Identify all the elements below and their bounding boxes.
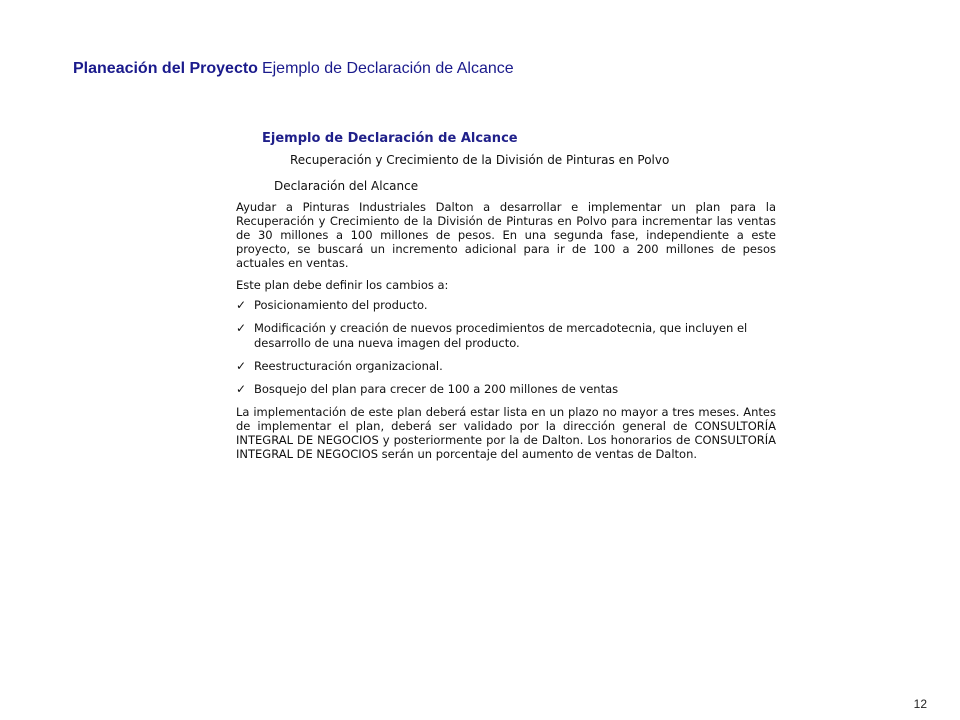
header-bold-title: Planeación del Proyecto: [73, 60, 258, 77]
section-heading: Declaración del Alcance: [274, 179, 419, 193]
checkmark-icon: ✓: [236, 298, 247, 312]
header-subtitle: Ejemplo de Declaración de Alcance: [261, 60, 514, 77]
checklist-item-text: Reestructuración organizacional.: [254, 359, 443, 373]
scope-paragraph: Ayudar a Pinturas Industriales Dalton a desarrollar e implementar un plan para la Recuperación y Crecimiento de la División de Pinturas en Polvo para incrementar las ventas de 30 millones a 100 millones de pesos. En una segunda fase, independiente a este proyecto, se buscará un incremento adicional para ir de 100 a 200 millones de pesos actuales en ventas.: [236, 200, 776, 270]
document-title: Ejemplo de Declaración de Alcance: [262, 131, 518, 146]
checkmark-icon: ✓: [236, 359, 247, 373]
slide-header: [73, 60, 514, 78]
checklist-item: [236, 321, 776, 351]
changes-checklist: [236, 298, 776, 397]
changes-intro: Este plan debe definir los cambios a:: [236, 278, 449, 292]
checklist-item-text: Bosquejo del plan para crecer de 100 a 200 millones de ventas: [254, 382, 619, 396]
document-subtitle: Recuperación y Crecimiento de la División de Pinturas en Polvo: [290, 153, 670, 167]
checklist-item-text: Posicionamiento del producto.: [254, 298, 428, 312]
page-number: 12: [913, 697, 927, 711]
checklist-item: [236, 382, 776, 397]
scope-document-image: [236, 128, 776, 461]
checkmark-icon: ✓: [236, 321, 247, 335]
checklist-item: [236, 298, 776, 313]
checklist-item-text: Modificación y creación de nuevos procedimientos de mercadotecnia, que incluyen el desarrollo de una nueva imagen del producto.: [254, 321, 748, 350]
implementation-paragraph: La implementación de este plan deberá estar lista en un plazo no mayor a tres meses. Antes de implementar el plan, deberá ser validado por la dirección general de CONSULTORÍA INTEGRAL DE NEGOCIOS y posteriormente por la de Dalton. Los honorarios de CONSULTORÍA INTEGRAL DE NEGOCIOS serán un porcentaje del aumento de ventas de Dalton.: [236, 405, 776, 461]
checklist-item: [236, 359, 776, 374]
checkmark-icon: ✓: [236, 382, 247, 396]
